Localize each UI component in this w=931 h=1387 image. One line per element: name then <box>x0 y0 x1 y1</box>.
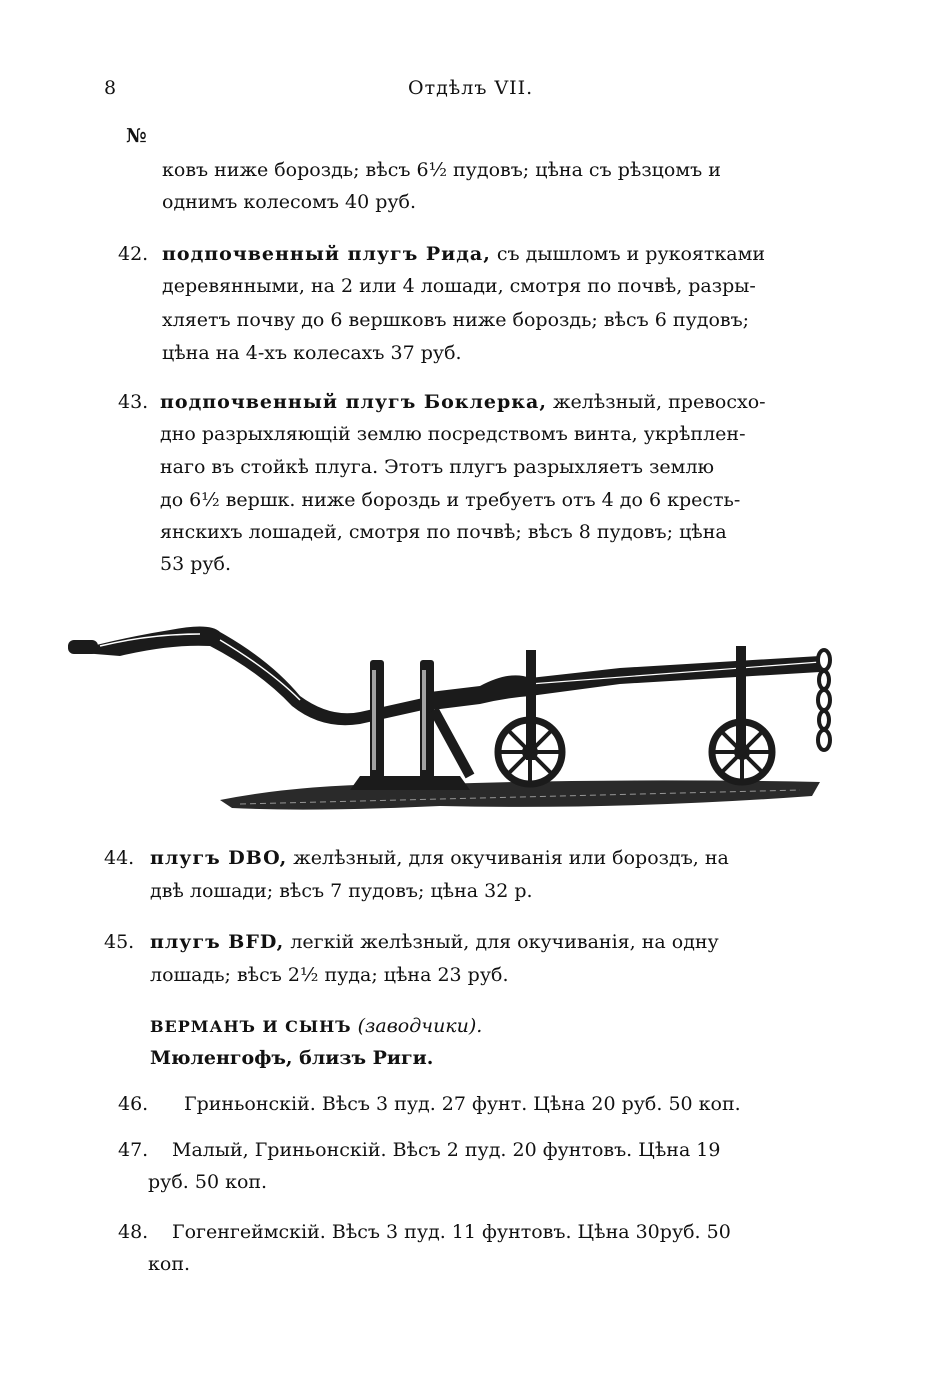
item-42-line-3: хляетъ почву до 6 вершковъ ниже бороздь; вѣсъ 6 пудовъ; <box>162 309 750 331</box>
plough-illustration <box>60 600 860 830</box>
item-44-number: 44. <box>104 847 135 869</box>
item-47-line-2: руб. 50 коп. <box>148 1171 268 1193</box>
item-47-line-1: Малый, Гриньонскій. Вѣсъ 2 пуд. 20 фунтовъ. Цѣна 19 <box>172 1139 721 1161</box>
item-46-number: 46. <box>118 1093 149 1115</box>
item-48-line-1: Гогенгеймскій. Вѣсъ 3 пуд. 11 фунтовъ. Цѣна 30руб. 50 <box>172 1221 731 1243</box>
item-44-name: плугъ DBO, <box>150 847 288 869</box>
maker-note: (заводчики). <box>357 1015 483 1037</box>
item-43-line-1-rest: желѣзный, превосхо- <box>552 391 766 413</box>
item-43-line-4: до 6½ вершк. ниже бороздь и требуетъ отъ 4 до 6 кресть- <box>160 489 741 511</box>
page-number: 8 <box>104 77 117 99</box>
item-44-line-2: двѣ лошади; вѣсъ 7 пудовъ; цѣна 32 р. <box>150 880 533 902</box>
maker-place: Мюленгофъ, близъ Риги. <box>150 1047 434 1069</box>
continuation-line-1: ковъ ниже бороздь; вѣсъ 6½ пудовъ; цѣна съ рѣзцомъ и <box>162 159 721 181</box>
item-43-line-3: наго въ стойкѣ плуга. Этотъ плугъ разрыхляетъ землю <box>160 456 715 478</box>
maker-name: ВЕРМАНЪ И СЫНЪ <box>150 1017 352 1036</box>
item-43-line-6: 53 руб. <box>160 553 232 575</box>
item-44-line-1-rest: желѣзный, для окучиванія или бороздъ, на <box>293 847 729 869</box>
item-48-number: 48. <box>118 1221 149 1243</box>
item-43-line-2: дно разрыхляющій землю посредствомъ винта, укрѣплен- <box>160 423 746 445</box>
item-44-line-1 <box>150 842 729 874</box>
item-47-number: 47. <box>118 1139 149 1161</box>
item-45-line-1 <box>150 926 719 958</box>
item-43-number: 43. <box>118 391 149 413</box>
item-45-name: плугъ BFD, <box>150 931 285 953</box>
item-45-line-1-rest: легкій желѣзный, для окучиванія, на одну <box>290 931 719 953</box>
item-42-number: 42. <box>118 243 149 265</box>
maker-heading <box>150 1010 482 1043</box>
item-43-line-5: янскихъ лошадей, смотря по почвѣ; вѣсъ 8 пудовъ; цѣна <box>160 521 727 543</box>
item-42-line-1 <box>162 238 765 270</box>
item-42-line-4: цѣна на 4-хъ колесахъ 37 руб. <box>162 342 462 364</box>
item-45-line-2: лошадь; вѣсъ 2½ пуда; цѣна 23 руб. <box>150 964 509 986</box>
item-45-number: 45. <box>104 931 135 953</box>
item-43-name: подпочвенный плугъ Боклерка, <box>160 391 547 413</box>
continuation-line-2: однимъ колесомъ 40 руб. <box>162 191 417 213</box>
item-43-line-1 <box>160 386 766 418</box>
item-46-text: Гриньонскій. Вѣсъ 3 пуд. 27 фунт. Цѣна 20 руб. 50 коп. <box>184 1093 741 1115</box>
item-42-line-1-rest: съ дышломъ и рукоятками <box>496 243 766 265</box>
item-48-line-2: коп. <box>148 1253 191 1275</box>
item-42-line-2: деревянными, на 2 или 4 лошади, смотря по почвѣ, разры- <box>162 275 756 297</box>
running-title: Отдѣлъ VII. <box>408 77 534 99</box>
numero-sign: № <box>126 125 147 147</box>
item-42-name: подпочвенный плугъ Рида, <box>162 243 491 265</box>
